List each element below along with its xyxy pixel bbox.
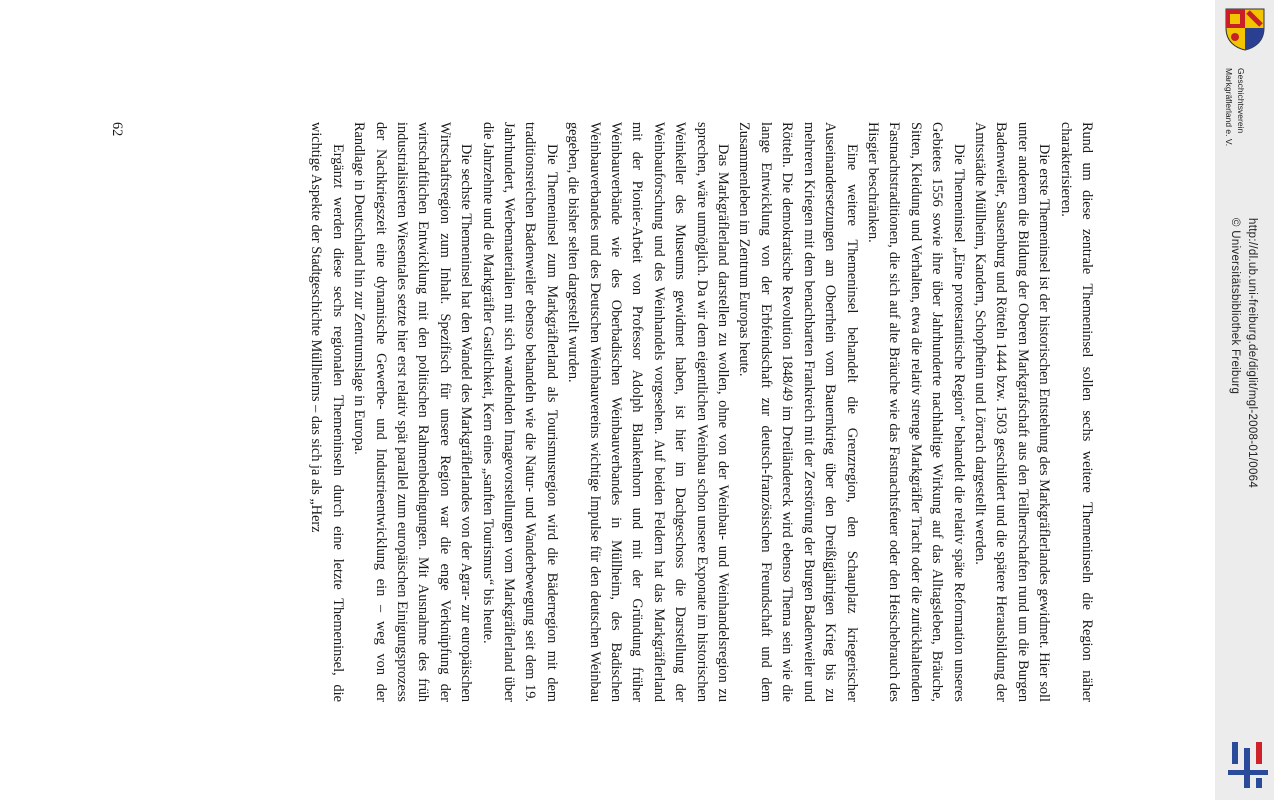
permalink-url[interactable]: http://dl.ub.uni-freiburg.de/diglit/mgl-2008-01/0064 <box>1246 218 1258 489</box>
paragraph-4: Eine weitere Themeninsel behandelt die Grenzregion, den Schauplatz kriegerischer Auseinandersetzungen am Oberrhein vom Bauernkrieg über den Dreißigjährigen Krieg bis zu mehreren Kriegen mit dem benachbarten Frankreich mit der Zerstörung der Burgen Badenweiler und Rötteln. Die demokratische Revolution 1848/49 im Dreiländereck wird ebenso Thema sein wie die lange Entwicklung von der Erbfeindschaft zur deutsch-französischen Freundschaft und dem Zusammenleben im Zentrum Europas heute. <box>736 122 860 702</box>
library-sidebar <box>1215 0 1274 800</box>
paragraph-7: Die sechste Themeninsel hat den Wandel des Markgräflerlandes von der Agrar- zur europäischen Wirtschaftsregion zum Inhalt. Spezifisch für unsere Region war die enge Verknüpfung der wirtschaftlichen Entwicklung mit den politischen Rahmenbedingungen. Mit Ausnahme des früh industrialisierten Wiesentales setzte hier erst relativ spät parallel zum europäischen Einigungsprozess der Nachkriegszeit eine dynamische Gewerbe- und Industrieentwicklung ein – weg von der Randlage in Deutschland hin zur Zentrumslage in Europa. <box>351 122 475 702</box>
paragraph-2: Die erste Themeninsel ist der historischen Entstehung des Markgräflerlandes gewidmet. Hier soll unter anderem die Bildung der Oberen Markgrafschaft aus den Teilherrschaften rund um die Burgen Badenweiler, Sausenburg und Rötteln 1444 bzw. 1503 geschildert und die spätere Herausbildung der Amtsstädte Müllheim, Kandern, Schopfheim und Lörrach dargestellt werden. <box>971 122 1053 702</box>
society-name-line-1: Geschichtsverein <box>1236 68 1246 134</box>
body-text <box>305 122 1097 702</box>
copyright-notice: © Universitätsbibliothek Freiburg <box>1229 218 1241 395</box>
page-number: 62 <box>109 122 125 137</box>
sidebar-rotated-text <box>1215 0 1274 800</box>
society-name-line-2: Markgräflerland e. V. <box>1224 68 1234 147</box>
paragraph-6: Die Themeninsel zum Markgräflerland als Tourismusregion wird die Bäderregion mit dem traditionsreichen Badenweiler ebenso behandeln wie die Natur- und Wanderbewegung seit dem 19. Jahrhundert, Werbematerialien mit sich wandelnden Imagevorstellungen vom Markgräflerland über die Jahrzehnte und die Markgräfler Gastlichkeit, Kern eines „sanften Tourismus“ bis heute. <box>479 122 560 702</box>
paragraph-3: Die Themeninsel „Eine protestantische Region“ behandelt die relativ späte Reformation unseres Gebietes 1556 sowie ihre über Jahrhunderte nachhaltige Wirkung auf das Alltagsleben, Bräuche, Sitten, Kleidung und Verhalten, etwa die relativ strenge Markgräfler Tracht oder die zurückhaltenden Fastnachtstraditionen, die sich auf alte Bräuche wie das Fastnachtsfeuer oder den Heischebrauch des Hisgier beschränken. <box>864 122 967 702</box>
paragraph-1: Rund um diese zentrale Themeninsel sollen sechs weitere Themeninseln die Region näher charakterisieren. <box>1057 122 1095 702</box>
coat-of-arms-icon <box>1222 6 1268 52</box>
paragraph-8: Ergänzt werden diese sechs regionalen Themeninseln durch eine letzte Themeninsel, die wichtige Aspekte der Stadtgeschichte Müllheims – das sich ja als „Herz <box>308 122 346 702</box>
paragraph-5: Das Markgräflerland darstellen zu wollen, ohne von der Weinbau- und Weinhandelsregion zu sprechen, wäre unmöglich. Da wir dem eigentlichen Weinbau schon unsere Exponate im historischen Weinkeller des Museums gewidmet haben, ist hier im Dachgeschoss die Darstellung der Weinbauforschung und des Weinhandels vorgesehen. Auf beiden Feldern hat das Markgräflerland mit der Pionier-Arbeit von Professor Adolph Blankenhorn und mit der Gründung früher Weinbauverbände wie des Oberbadischen Weinbauverbandes in Müllheim, des Badischen Weinbauverbandes und des Deutschen Weinbauvereins wichtige Impulse für den deutschen Weinbau gegeben, die bisher selten dargestellt wurden. <box>565 122 732 702</box>
ub-freiburg-logo-icon <box>1226 740 1270 790</box>
